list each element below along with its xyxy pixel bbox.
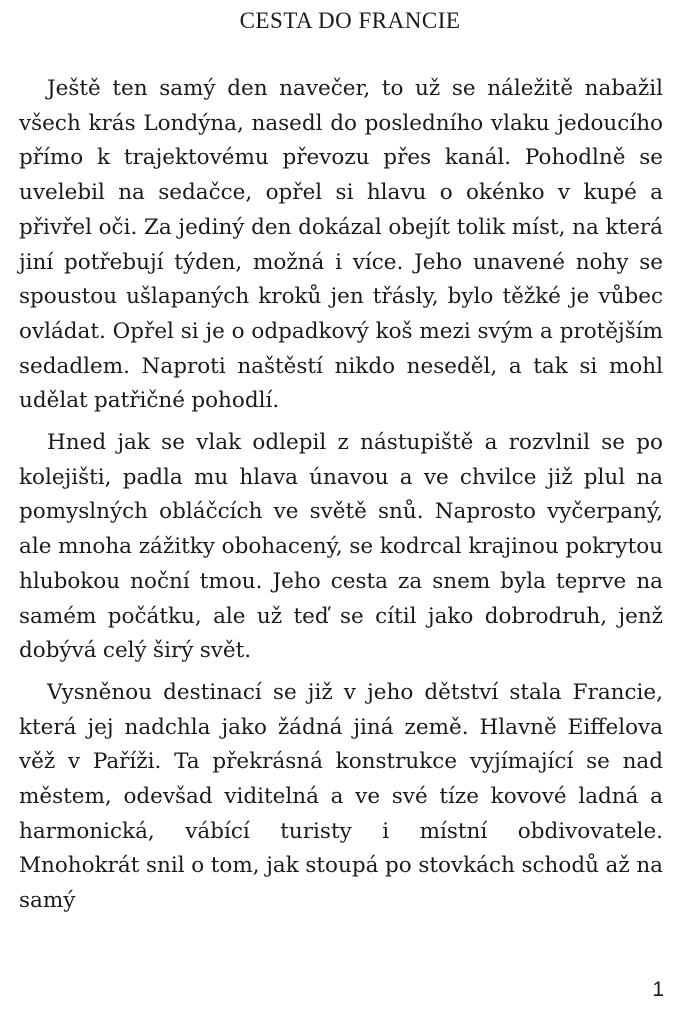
paragraph-1: Ještě ten samý den navečer, to už se náležitě nabažil všech krás Londýna, nasedl do posledního vlaku jedoucího přímo k trajektovému převozu přes kanál. Pohodlně se uvelebil na sedačce, opřel si hlavu o okénko v kupé a přivřel oči. Za jediný den dokázal obejít tolik míst, na která jiní potřebují týden, možná i více. Jeho unavené nohy se spoustou ušlapaných kroků jen třásly, bylo těžké je vůbec ovládat. Opřel si je o odpadkový koš mezi svým a protějším sedadlem. Naproti naštěstí nikdo neseděl, a tak si mohl udělat patřičné pohodlí.	[19, 76, 663, 414]
paragraph-3: Vysněnou destinací se již v jeho dětství stala Francie, která jej nadchla jako žádná jiná země. Hlavně Eiffelova věž v Paříži. Ta překrásná konstrukce vyjímající se nad městem, odevšad viditelná a ve své tíze kovové ladná a harmonická, vábící turisty i místní obdivovatele. Mnohokrát snil o tom, jak stoupá po stovkách schodů až na samý	[19, 679, 663, 914]
paragraph-2: Hned jak se vlak odlepil z nástupiště a rozvlnil se po kolejišti, padla mu hlava únavou a ve chvilce již plul na pomyslných obláčcích ve světě snů. Naprosto vyčerpaný, ale mnoha zážitky obohacený, se kodrcal krajinou pokrytou hlubokou noční tmou. Jeho cesta za snem byla teprve na samém počátku, ale už teď se cítil jako dobrodruh, jenž dobývá celý širý svět.	[19, 430, 663, 664]
page-number: 1	[652, 978, 664, 1001]
chapter-title: CESTA DO FRANCIE	[239, 8, 461, 33]
body-text	[19, 72, 663, 919]
